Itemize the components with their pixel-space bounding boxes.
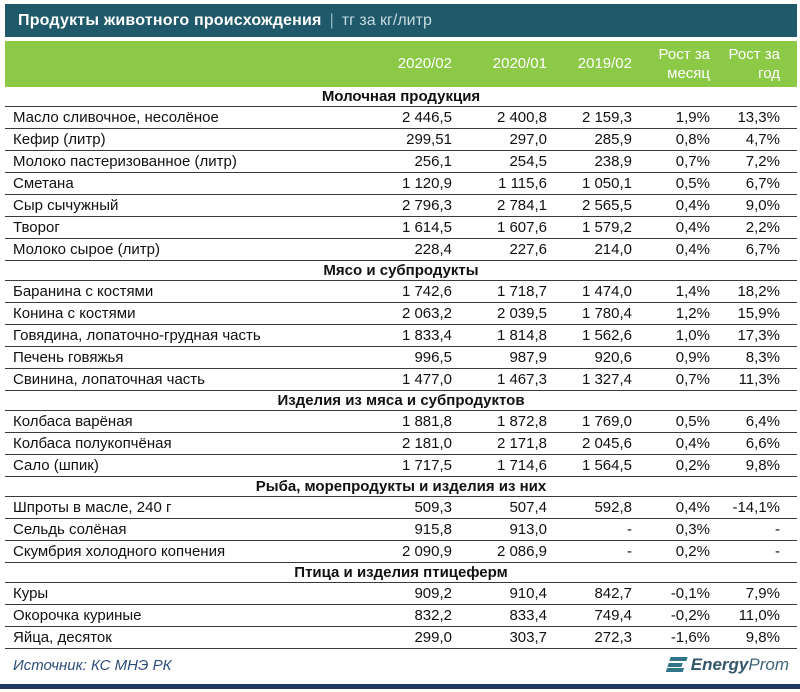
growth-cell: 0,4% [675, 218, 710, 236]
growth-cell: 0,4% [675, 240, 710, 258]
price-cell: 299,0 [414, 628, 452, 646]
growth-cell: 9,8% [745, 628, 780, 646]
growth-cell: 0,5% [675, 174, 710, 192]
section-header: Молочная продукция [5, 87, 797, 107]
column-header-2019-02: 2019/02 [577, 55, 632, 73]
growth-cell: 0,3% [675, 520, 710, 538]
price-cell: 909,2 [414, 584, 452, 602]
price-cell: 842,7 [594, 584, 632, 602]
growth-cell: 9,8% [745, 456, 780, 474]
price-cell: 1 562,6 [581, 326, 632, 344]
growth-cell: 0,2% [675, 456, 710, 474]
growth-cell: - [775, 520, 780, 538]
table-row [5, 519, 797, 541]
section-header: Мясо и субпродукты [5, 261, 797, 281]
column-header-growth-year: Рост за год [728, 45, 780, 82]
growth-cell: 18,2% [737, 282, 780, 300]
table-row [5, 347, 797, 369]
product-name-cell: Шпроты в масле, 240 г [13, 499, 172, 516]
growth-cell: 0,8% [675, 130, 710, 148]
price-cell: 507,4 [509, 498, 547, 516]
table-row [5, 151, 797, 173]
growth-cell: -0,2% [670, 606, 710, 624]
price-cell: 1 120,9 [401, 174, 452, 192]
table-row [5, 497, 797, 519]
table-row [5, 107, 797, 129]
price-cell: - [627, 520, 632, 538]
product-name-cell: Колбаса полукопчёная [13, 435, 172, 452]
price-cell: 299,51 [406, 130, 452, 148]
price-cell: 1 327,4 [581, 370, 632, 388]
product-name-cell: Яйца, десяток [13, 629, 112, 646]
product-name-cell: Колбаса варёная [13, 413, 133, 430]
price-cell: 1 833,4 [401, 326, 452, 344]
growth-cell: 11,0% [738, 606, 780, 624]
price-cell: 2 565,5 [581, 196, 632, 214]
price-cell: 2 181,0 [401, 434, 452, 452]
product-name-cell: Сало (шпик) [13, 457, 99, 474]
energyprom-icon [665, 657, 687, 674]
price-table [0, 87, 800, 649]
product-name-cell: Скумбрия холодного копчения [13, 543, 226, 560]
growth-cell: 0,4% [675, 196, 710, 214]
product-name-cell: Куры [13, 585, 49, 602]
product-name-cell: Конина с костями [13, 305, 136, 322]
growth-cell: - [775, 542, 780, 560]
brand-light: Prom [748, 655, 789, 674]
growth-cell: 0,4% [675, 434, 710, 452]
table-row [5, 195, 797, 217]
product-name-cell: Молоко сырое (литр) [13, 241, 160, 258]
price-cell: 297,0 [509, 130, 547, 148]
product-name-cell: Свинина, лопаточная часть [13, 371, 205, 388]
bottom-accent-bar [0, 684, 800, 689]
growth-cell: 0,9% [675, 348, 710, 366]
page-title: Продукты животного происхождения [18, 11, 322, 29]
price-cell: 592,8 [594, 498, 632, 516]
price-cell: 2 063,2 [401, 304, 452, 322]
table-row [5, 325, 797, 347]
price-cell: 1 564,5 [581, 456, 632, 474]
table-row [5, 541, 797, 563]
price-cell: 1 714,6 [496, 456, 547, 474]
price-cell: 1 614,5 [401, 218, 452, 236]
column-header-2020-01: 2020/01 [492, 55, 547, 73]
price-cell: 1 115,6 [498, 174, 547, 192]
price-cell: 1 607,6 [496, 218, 547, 236]
title-unit: тг за кг/литр [341, 11, 432, 29]
growth-cell: -14,1% [732, 498, 780, 516]
brand-bold: Energy [690, 655, 749, 674]
price-cell: 987,9 [509, 348, 547, 366]
price-cell: 1 579,2 [581, 218, 632, 236]
price-cell: 2 446,5 [401, 108, 452, 126]
section-header: Рыба, морепродукты и изделия из них [5, 477, 797, 497]
title-bar [5, 4, 797, 37]
product-name-cell: Молоко пастеризованное (литр) [13, 153, 237, 170]
section-header: Изделия из мяса и субпродуктов [5, 391, 797, 411]
price-cell: 2 086,9 [496, 542, 547, 560]
price-cell: 1 872,8 [496, 412, 547, 430]
growth-cell: 7,9% [745, 584, 780, 602]
growth-cell: 9,0% [745, 196, 780, 214]
price-cell: 2 045,6 [581, 434, 632, 452]
growth-cell: 15,9% [737, 304, 780, 322]
price-cell: 1 474,0 [581, 282, 632, 300]
growth-cell: 0,4% [675, 498, 710, 516]
table-row [5, 455, 797, 477]
price-cell: 2 159,3 [581, 108, 632, 126]
growth-cell: 8,3% [745, 348, 780, 366]
price-cell: 1 718,7 [496, 282, 547, 300]
price-cell: 2 796,3 [401, 196, 452, 214]
price-cell: 749,4 [594, 606, 632, 624]
table-row [5, 239, 797, 261]
price-cell: 272,3 [594, 628, 632, 646]
growth-cell: 4,7% [745, 130, 780, 148]
price-cell: 238,9 [594, 152, 632, 170]
price-cell: 1 467,3 [496, 370, 547, 388]
energyprom-logo [668, 655, 789, 675]
product-name-cell: Говядина, лопаточно-грудная часть [13, 327, 261, 344]
product-name-cell: Сельдь солёная [13, 521, 127, 538]
product-name-cell: Окорочка куриные [13, 607, 142, 624]
growth-cell: 6,7% [745, 174, 780, 192]
growth-cell: 1,0% [675, 326, 710, 344]
table-row [5, 605, 797, 627]
price-cell: 1 814,8 [496, 326, 547, 344]
price-cell: 1 881,8 [401, 412, 452, 430]
growth-cell: 1,9% [675, 108, 710, 126]
price-cell: 1 477,0 [401, 370, 452, 388]
price-cell: 1 742,6 [401, 282, 452, 300]
column-header-growth-month: Рост за месяц [658, 45, 710, 82]
price-cell: 228,4 [414, 240, 452, 258]
growth-cell: 0,2% [675, 542, 710, 560]
price-cell: 913,0 [509, 520, 547, 538]
price-cell: 910,4 [509, 584, 547, 602]
product-name-cell: Творог [13, 219, 60, 236]
table-row [5, 433, 797, 455]
price-cell: 1 780,4 [581, 304, 632, 322]
table-row [5, 627, 797, 649]
table-row [5, 281, 797, 303]
price-cell: 1 050,1 [581, 174, 632, 192]
column-header-2020-02: 2020/02 [397, 55, 452, 73]
price-cell: 2 090,9 [401, 542, 452, 560]
product-name-cell: Печень говяжья [13, 349, 124, 366]
price-cell: 996,5 [414, 348, 452, 366]
table-row [5, 369, 797, 391]
growth-cell: 6,4% [745, 412, 780, 430]
growth-cell: 0,7% [675, 152, 710, 170]
section-header: Птица и изделия птицеферм [5, 563, 797, 583]
table-row [5, 303, 797, 325]
table-column-header [5, 41, 797, 87]
growth-cell: 1,4% [675, 282, 710, 300]
logo-bar [666, 668, 684, 672]
price-cell: 1 717,5 [401, 456, 452, 474]
growth-cell: 6,6% [745, 434, 780, 452]
growth-cell: -1,6% [670, 628, 710, 646]
product-name-cell: Масло сливочное, несолёное [13, 109, 219, 126]
price-cell: 227,6 [509, 240, 547, 258]
source-note: Источник: КС МНЭ РК [13, 656, 172, 674]
table-row [5, 217, 797, 239]
growth-cell: 0,5% [675, 412, 710, 430]
price-cell: 254,5 [509, 152, 547, 170]
price-cell: 256,1 [414, 152, 452, 170]
product-name-cell: Кефир (литр) [13, 131, 106, 148]
price-cell: 833,4 [509, 606, 547, 624]
table-row [5, 129, 797, 151]
price-cell: 303,7 [509, 628, 547, 646]
price-cell: 2 039,5 [496, 304, 547, 322]
price-cell: 509,3 [414, 498, 452, 516]
table-row [5, 583, 797, 605]
logo-bar [669, 657, 687, 661]
growth-cell: 6,7% [745, 240, 780, 258]
growth-cell: 2,2% [745, 218, 780, 236]
growth-cell: 7,2% [745, 152, 780, 170]
logo-bar [667, 662, 682, 666]
price-cell: 285,9 [594, 130, 632, 148]
energyprom-wordmark [691, 655, 789, 675]
price-cell: 920,6 [594, 348, 632, 366]
table-row [5, 411, 797, 433]
price-cell: 915,8 [414, 520, 452, 538]
table-row [5, 173, 797, 195]
price-cell: 2 400,8 [496, 108, 547, 126]
title-separator: | [329, 11, 334, 29]
price-cell: - [627, 542, 632, 560]
price-cell: 214,0 [594, 240, 632, 258]
price-cell: 2 171,8 [496, 434, 547, 452]
product-name-cell: Сыр сычужный [13, 197, 119, 214]
footer [5, 649, 797, 681]
growth-cell: -0,1% [670, 584, 710, 602]
growth-cell: 11,3% [738, 370, 780, 388]
product-name-cell: Сметана [13, 175, 74, 192]
price-cell: 1 769,0 [581, 412, 632, 430]
growth-cell: 1,2% [675, 304, 710, 322]
product-name-cell: Баранина с костями [13, 283, 154, 300]
price-cell: 832,2 [414, 606, 452, 624]
growth-cell: 17,3% [737, 326, 780, 344]
growth-cell: 0,7% [675, 370, 710, 388]
growth-cell: 13,3% [737, 108, 780, 126]
price-cell: 2 784,1 [496, 196, 547, 214]
